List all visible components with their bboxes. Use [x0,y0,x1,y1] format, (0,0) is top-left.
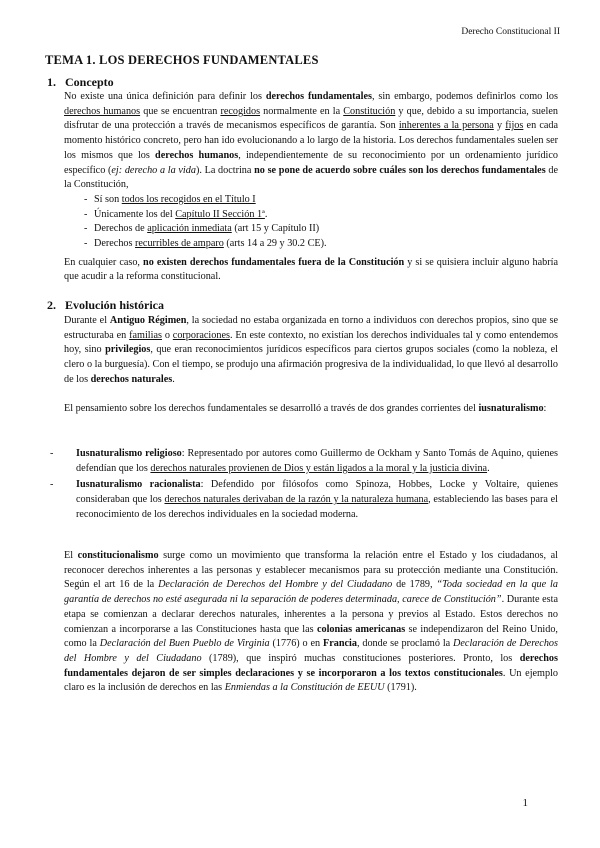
list-item: - Derechos recurribles de amparo (arts 14 a 29 y 30.2 CE). [64,237,558,252]
list-item: - Iusnaturalismo racionalista: Defendido por filósofos como Spinoza, Hobbes, Locke y Voltaire, quienes consideraban que los derechos naturales derivaban de la razón y la naturaleza humana, estableciendo las bases para el reconocimiento de los derechos individuales en la sociedad moderna. [46,478,558,522]
section-heading-evolucion [47,298,164,313]
iusnaturalismo-list-block [64,447,558,525]
section-heading-concepto [47,75,114,90]
section-body-evolucion [64,314,558,416]
constitucionalismo-block [64,549,558,696]
document-title: TEMA 1. LOS DERECHOS FUNDAMENTALES [45,53,319,67]
list-item: - Sí son todos los recogidos en el Título I [64,193,558,208]
doctrine-list [64,193,558,252]
section-title: Evolución histórica [65,298,165,312]
paragraph: El constitucionalismo surge como un movimiento que transforma la relación entre el Estado y los ciudadanos, al reconocer derechos inherentes a las personas y establecer mecanismos para su protección mediante una Constitución. Según el art 16 de la Declaración de Derechos del Hombre y del Ciudadano de 1789, “Toda sociedad en la que la garantía de derechos no esté asegurada ni la separación de poderes determinada, carece de Constitución”. Durante esta etapa se comienzan a declarar derechos naturales, inherentes a la persona y previos al Estado. Estos derechos no comienzan a incorporarse a las Constituciones hasta que las colonias americanas se independizaron del Reino Unido, como la Declaración del Buen Pueblo de Virginia (1776) o en Francia, donde se proclamó la Declaración de Derechos del Hombre y del Ciudadano (1789), que inspiró muchas constituciones posteriores. Pronto, los derechos fundamentales dejaron de ser simples declaraciones y se incorporaron a los textos constitucionales. Un ejemplo claro es la inclusión de derechos en las Enmiendas a la Constitución de EEUU (1791). [64,550,558,694]
list-item: - Iusnaturalismo religioso: Representado por autores como Guillermo de Ockham y Santo Tomás de Aquino, quienes defendían que los derechos naturales provienen de Dios y están ligados a la moral y la justicia divina. [46,447,558,476]
running-header: Derecho Constitucional II [461,27,560,37]
page-number: 1 [522,797,528,809]
paragraph: En cualquier caso, no existen derechos fundamentales fuera de la Constitución y si se quisiera incluir alguno habría que acudir a la reforma constitucional. [64,256,558,283]
paragraph: El pensamiento sobre los derechos fundamentales se desarrolló a través de dos grandes corrientes del iusnaturalismo: [64,402,547,414]
list-item: - Derechos de aplicación inmediata (art 15 y Capítulo II) [64,222,558,237]
section-title: Concepto [65,75,114,89]
paragraph: Durante el Antiguo Régimen, la sociedad no estaba organizada en torno a individuos con derechos propios, sino que se estructuraba en familias o corporaciones. En este contexto, no existían los derechos individuales tal y como entendemos hoy, sino privilegios, que eran reconocimientos jurídicos específicos para ciertos grupos sociales (como la nobleza, el clero o la burguesía). Con el tiempo, se produjo una afirmación progresiva de la individualidad, lo que llevó al desarrollo de los derechos naturales. [64,315,559,385]
list-item: - Únicamente los del Capítulo II Sección 1ª. [64,208,558,223]
section-number: 1. [47,75,56,89]
section-body-concepto [64,90,558,285]
paragraph: No existe una única definición para definir los derechos fundamentales, sin embargo, podemos definirlos como los derechos humanos que se encuentran recogidos normalmente en la Constitución y que, debido a su importancia, suelen disfrutar de una protección a través de mecanismos específicos de garantía. Son inherentes a la persona y fijos en cada momento histórico concreto, pero han ido evolucionando a lo largo de la historia. Los derechos fundamentales suelen ser los mismos que los derechos humanos, independientemente de su reconocimiento por un ordenamiento jurídico específico (ej: derecho a la vida). La doctrina no se pone de acuerdo sobre cuáles son los derechos fundamentales de la Constitución, [64,91,559,191]
section-number: 2. [47,298,56,312]
iusnaturalismo-list [46,447,558,523]
